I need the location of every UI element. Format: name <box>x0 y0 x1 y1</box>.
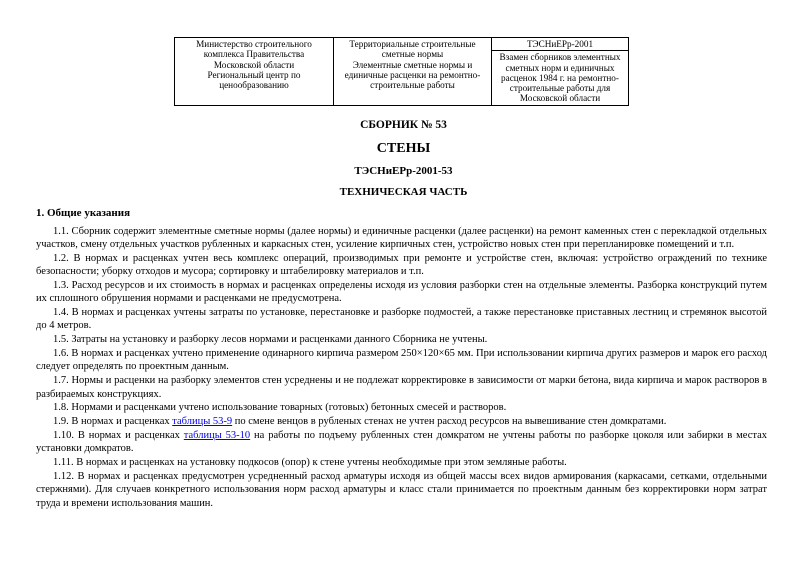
header-norms-cell <box>334 38 492 106</box>
paragraph-1-3: 1.3. Расход ресурсов и их стоимость в нормах и расценках определены исходя из условия разборки стен на отдельные элементы. Разборка конструкций путем их сплошного обрушения нормами и расценками не предусмотрена. <box>36 280 767 305</box>
replacement-line: строительные работы для <box>509 83 611 94</box>
ministry-line: Региональный центр по <box>207 69 301 80</box>
table-53-9-link[interactable]: таблицы 53-9 <box>172 416 233 428</box>
replacement-line: Московской области <box>519 93 601 104</box>
paragraph-1-2: 1.2. В нормах и расценках учтен весь комплекс операций, производимых при ремонте и устройстве стен, включая: устройство ограждений по технике безопасности; уборку отходов и мусора; сортировку и штабелировку материалов и т.п. <box>36 253 767 278</box>
section-heading: 1. Общие указания <box>36 207 131 219</box>
paragraph-1-7: 1.7. Нормы и расценки на разборку элементов стен усреднены и не подлежат корректировке в зависимости от марки бетона, вида кирпича и марок растворов в разбираемых конструкциях. <box>36 375 767 400</box>
ministry-line: комплекса Правительства <box>203 49 305 60</box>
technical-part-heading: ТЕХНИЧЕСКАЯ ЧАСТЬ <box>339 186 468 198</box>
norms-line: Территориальные строительные <box>349 39 476 49</box>
paragraph-1-4: 1.4. В нормах и расценках учтены затраты по установке, перестановке и разборке подмостей, а также перестановке приставных лестниц и стремянок высотой до 4 метров. <box>36 307 767 332</box>
ministry-line: Московской области <box>213 59 295 70</box>
header-code-cell <box>492 38 629 106</box>
ministry-line: Министерство строительного <box>196 39 312 49</box>
ministry-line: ценообразованию <box>219 80 289 91</box>
paragraph-1-1: 1.1. Сборник содержит элементные сметные нормы (далее нормы) и единичные расценки (далее расценки) на ремонт каменных стен с перекладкой отдельных участков, смену отдельных участков рубленных и каркасных стен, усиление кирпичных стен, устройство новых стен при перепланировке помещений и т.п. <box>36 226 767 251</box>
paragraph-text: 1.10. В нормах и расценках <box>53 430 184 442</box>
header-replacement-note <box>492 51 628 103</box>
collection-name: СТЕНЫ <box>376 141 431 156</box>
paragraph-text: 1.9. В нормах и расценках <box>53 416 173 428</box>
replacement-line: расценок 1984 г. на ремонтно- <box>501 72 619 83</box>
header-code: ТЭСНиЕРр-2001 <box>492 39 628 51</box>
norms-line: единичные расценки на ремонтно- <box>344 69 481 80</box>
header-ministry-cell <box>175 38 334 106</box>
paragraph-text: по смене венцов в рубленых стенах не учтен расход ресурсов на вывешивание стен домкратами. <box>232 416 667 428</box>
paragraph-1-8: 1.8. Нормами и расценками учтено использование товарных (готовых) бетонных смесей и растворов. <box>53 402 507 414</box>
replacement-line: Взамен сборников элементных <box>499 52 621 63</box>
paragraph-1-5: 1.5. Затраты на установку и разборку лесов нормами и расценками данного Сборника не учтены. <box>53 334 488 346</box>
paragraph-1-9 <box>36 415 767 428</box>
norms-line: сметные нормы <box>381 49 444 60</box>
table-53-10-link[interactable]: таблицы 53-10 <box>183 430 251 442</box>
paragraphs <box>36 225 767 511</box>
paragraph-text: на работы по подъему рубленных стен домкратом не учтены работы по разборке цоколя или забирки в местах установки домкратов. <box>36 430 767 455</box>
norms-line: строительные работы <box>370 80 455 91</box>
paragraph-1-12: 1.12. В нормах и расценках предусмотрен усредненный расход арматуры исходя из общей массы всех видов армирования (каркасами, сетками, отдельными стержнями). Для случаев конкретного использования норм расход арматуры и класс стали принимается по проектным данным без корректировки норм затрат труда и времени использования машин. <box>36 471 767 509</box>
header-table <box>174 37 629 106</box>
collection-title: СБОРНИК № 53 <box>360 119 447 131</box>
paragraph-1-11: 1.11. В нормах и расценках на установку подкосов (опор) к стене учтены необходимые при этом земляные работы. <box>53 457 567 469</box>
paragraph-1-10 <box>36 429 767 455</box>
norms-line: Элементные сметные нормы и <box>352 59 473 70</box>
paragraph-1-6: 1.6. В нормах и расценках учтено применение одинарного кирпича размером 250×120×65 мм. При использовании кирпича других размеров и марок его расход следует определять по проектным данным. <box>36 348 767 373</box>
replacement-line: сметных норм и единичных <box>505 62 615 73</box>
collection-code: ТЭСНиЕРр-2001-53 <box>354 165 453 177</box>
